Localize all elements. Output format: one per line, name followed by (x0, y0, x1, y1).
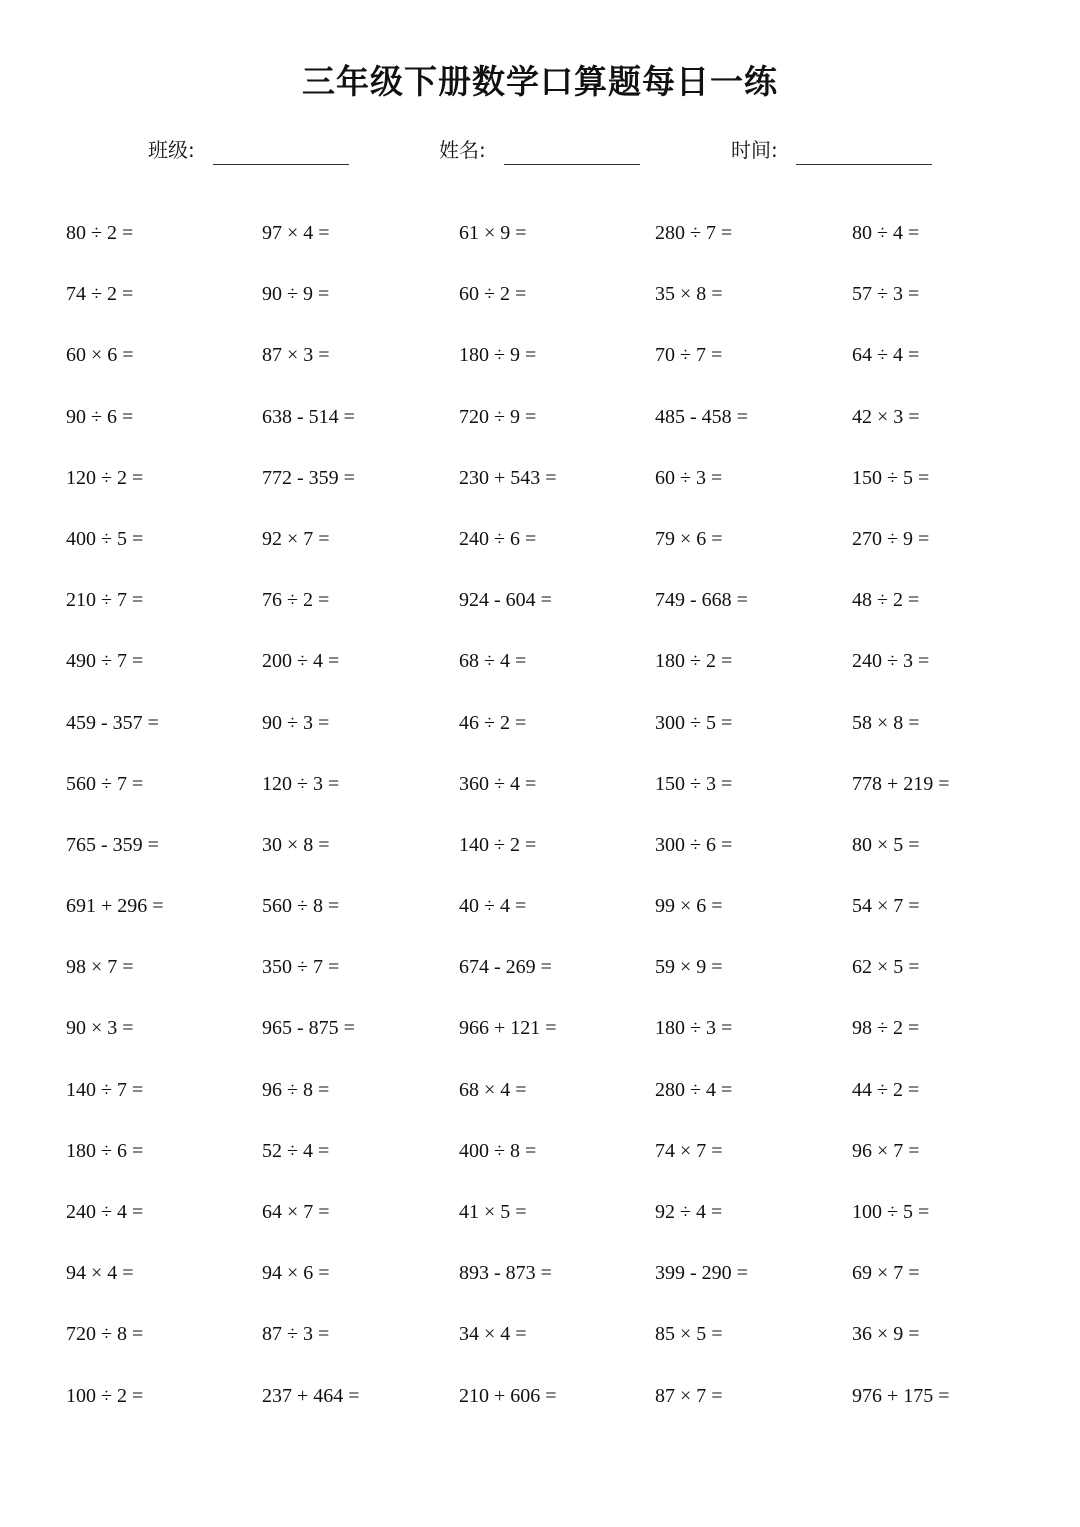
math-problem: 60 ÷ 3 = (655, 466, 723, 489)
math-problem: 74 ÷ 2 = (66, 283, 134, 306)
math-problem: 924 - 604 = (459, 589, 552, 612)
math-problem: 674 - 269 = (459, 956, 552, 979)
math-problem: 92 ÷ 4 = (655, 1201, 723, 1223)
problem-row (66, 570, 1046, 631)
problem-row (66, 815, 1046, 876)
math-problem: 96 ÷ 8 = (262, 1078, 330, 1101)
problem-row (66, 998, 1046, 1059)
problem-row (66, 631, 1046, 692)
math-problem: 98 × 7 = (66, 956, 134, 979)
math-problem: 966 + 121 = (459, 1017, 557, 1040)
math-problem: 76 ÷ 2 = (262, 589, 330, 612)
math-problem: 270 ÷ 9 = (852, 527, 930, 550)
math-problem: 94 × 4 = (66, 1262, 134, 1285)
math-problem: 560 ÷ 7 = (66, 772, 144, 795)
math-problem: 68 ÷ 4 = (459, 650, 527, 673)
math-problem: 350 ÷ 7 = (262, 956, 340, 979)
math-problem: 180 ÷ 9 = (459, 344, 537, 367)
math-problem: 180 ÷ 3 = (655, 1017, 733, 1040)
math-problem: 100 ÷ 2 = (66, 1384, 144, 1407)
math-problem: 210 ÷ 7 = (66, 589, 144, 612)
math-problem: 41 × 5 = (459, 1201, 527, 1223)
math-problem: 87 × 7 = (655, 1384, 723, 1407)
math-problem: 765 - 359 = (66, 833, 159, 856)
math-problem: 57 ÷ 3 = (852, 283, 920, 306)
math-problem: 240 ÷ 4 = (66, 1201, 144, 1223)
math-problem: 240 ÷ 6 = (459, 527, 537, 550)
problem-row (66, 264, 1046, 325)
math-problem: 976 + 175 = (852, 1384, 950, 1407)
problem-row (66, 1121, 1046, 1182)
math-problem: 80 ÷ 4 = (852, 222, 920, 244)
problem-row (66, 1060, 1046, 1121)
problem-row (66, 1243, 1046, 1304)
math-problem: 30 × 8 = (262, 833, 330, 856)
math-problem: 99 × 6 = (655, 895, 723, 918)
problem-row (66, 448, 1046, 509)
math-problem: 68 × 4 = (459, 1078, 527, 1101)
math-problem: 772 - 359 = (262, 466, 355, 489)
math-problem: 120 ÷ 3 = (262, 772, 340, 795)
math-problem: 237 + 464 = (262, 1384, 360, 1407)
math-problem: 778 + 219 = (852, 772, 950, 795)
math-problem: 638 - 514 = (262, 405, 355, 428)
math-problem: 459 - 357 = (66, 711, 159, 734)
math-problem: 240 ÷ 3 = (852, 650, 930, 673)
math-problem: 40 ÷ 4 = (459, 895, 527, 918)
problem-row (66, 754, 1046, 815)
math-problem: 58 × 8 = (852, 711, 920, 734)
math-problem: 90 ÷ 3 = (262, 711, 330, 734)
problem-row (66, 876, 1046, 937)
math-problem: 280 ÷ 4 = (655, 1078, 733, 1101)
math-problem: 300 ÷ 6 = (655, 833, 733, 856)
math-problem: 280 ÷ 7 = (655, 222, 733, 244)
math-problem: 35 × 8 = (655, 283, 723, 306)
math-problem: 97 × 4 = (262, 222, 330, 244)
time-label: 时间: (731, 138, 778, 162)
problem-row (66, 203, 1046, 264)
math-problem: 64 ÷ 4 = (852, 344, 920, 367)
math-problem: 42 × 3 = (852, 405, 920, 428)
math-problem: 180 ÷ 2 = (655, 650, 733, 673)
math-problem: 48 ÷ 2 = (852, 589, 920, 612)
math-problem: 44 ÷ 2 = (852, 1078, 920, 1101)
math-problem: 230 + 543 = (459, 466, 557, 489)
math-problem: 74 × 7 = (655, 1139, 723, 1162)
math-problem: 893 - 873 = (459, 1262, 552, 1285)
math-problem: 691 + 296 = (66, 895, 164, 918)
math-problem: 120 ÷ 2 = (66, 466, 144, 489)
math-problem: 61 × 9 = (459, 222, 527, 244)
problem-row (66, 387, 1046, 448)
math-problem: 60 × 6 = (66, 344, 134, 367)
math-problem: 46 ÷ 2 = (459, 711, 527, 734)
math-problem: 485 - 458 = (655, 405, 748, 428)
math-problem: 140 ÷ 7 = (66, 1078, 144, 1101)
math-problem: 100 ÷ 5 = (852, 1201, 930, 1223)
math-problem: 749 - 668 = (655, 589, 748, 612)
problem-row (66, 937, 1046, 998)
math-problem: 96 × 7 = (852, 1139, 920, 1162)
math-problem: 720 ÷ 8 = (66, 1323, 144, 1346)
math-problem: 87 × 3 = (262, 344, 330, 367)
math-problem: 560 ÷ 8 = (262, 895, 340, 918)
problem-row (66, 693, 1046, 754)
math-problem: 399 - 290 = (655, 1262, 748, 1285)
math-problem: 150 ÷ 3 = (655, 772, 733, 795)
math-problem: 210 + 606 = (459, 1384, 557, 1407)
math-problem: 200 ÷ 4 = (262, 650, 340, 673)
math-problem: 98 ÷ 2 = (852, 1017, 920, 1040)
math-problem: 62 × 5 = (852, 956, 920, 979)
math-problem: 80 ÷ 2 = (66, 222, 134, 244)
problem-row (66, 325, 1046, 386)
problem-row (66, 1366, 1046, 1427)
time-blank-line[interactable] (796, 164, 932, 165)
math-problem: 69 × 7 = (852, 1262, 920, 1285)
worksheet-title: 三年级下册数学口算题每日一练 (302, 62, 778, 101)
math-problem: 87 ÷ 3 = (262, 1323, 330, 1346)
math-problem: 300 ÷ 5 = (655, 711, 733, 734)
math-problem: 150 ÷ 5 = (852, 466, 930, 489)
math-problem: 90 ÷ 9 = (262, 283, 330, 306)
math-problem: 59 × 9 = (655, 956, 723, 979)
math-problem: 34 × 4 = (459, 1323, 527, 1346)
class-label: 班级: (148, 138, 195, 162)
math-problem: 90 ÷ 6 = (66, 405, 134, 428)
math-problem: 79 × 6 = (655, 527, 723, 550)
math-problem: 400 ÷ 8 = (459, 1139, 537, 1162)
student-info-row (0, 132, 1080, 172)
math-problem: 60 ÷ 2 = (459, 283, 527, 306)
math-problem: 965 - 875 = (262, 1017, 355, 1040)
math-problem: 140 ÷ 2 = (459, 833, 537, 856)
math-problem: 92 × 7 = (262, 527, 330, 550)
math-problem: 64 × 7 = (262, 1201, 330, 1223)
class-blank-line[interactable] (213, 164, 349, 165)
name-blank-line[interactable] (504, 164, 640, 165)
math-problem: 70 ÷ 7 = (655, 344, 723, 367)
math-problem: 36 × 9 = (852, 1323, 920, 1346)
math-problem: 94 × 6 = (262, 1262, 330, 1285)
math-problem: 360 ÷ 4 = (459, 772, 537, 795)
math-problem: 720 ÷ 9 = (459, 405, 537, 428)
problem-row (66, 509, 1046, 570)
problem-row (66, 1304, 1046, 1365)
math-problem: 54 × 7 = (852, 895, 920, 918)
math-problem: 80 × 5 = (852, 833, 920, 856)
problem-grid (66, 203, 1046, 1427)
name-label: 姓名: (439, 138, 486, 162)
math-problem: 85 × 5 = (655, 1323, 723, 1346)
math-problem: 180 ÷ 6 = (66, 1139, 144, 1162)
math-problem: 490 ÷ 7 = (66, 650, 144, 673)
problem-row (66, 1182, 1046, 1243)
math-problem: 400 ÷ 5 = (66, 527, 144, 550)
math-problem: 52 ÷ 4 = (262, 1139, 330, 1162)
math-problem: 90 × 3 = (66, 1017, 134, 1040)
